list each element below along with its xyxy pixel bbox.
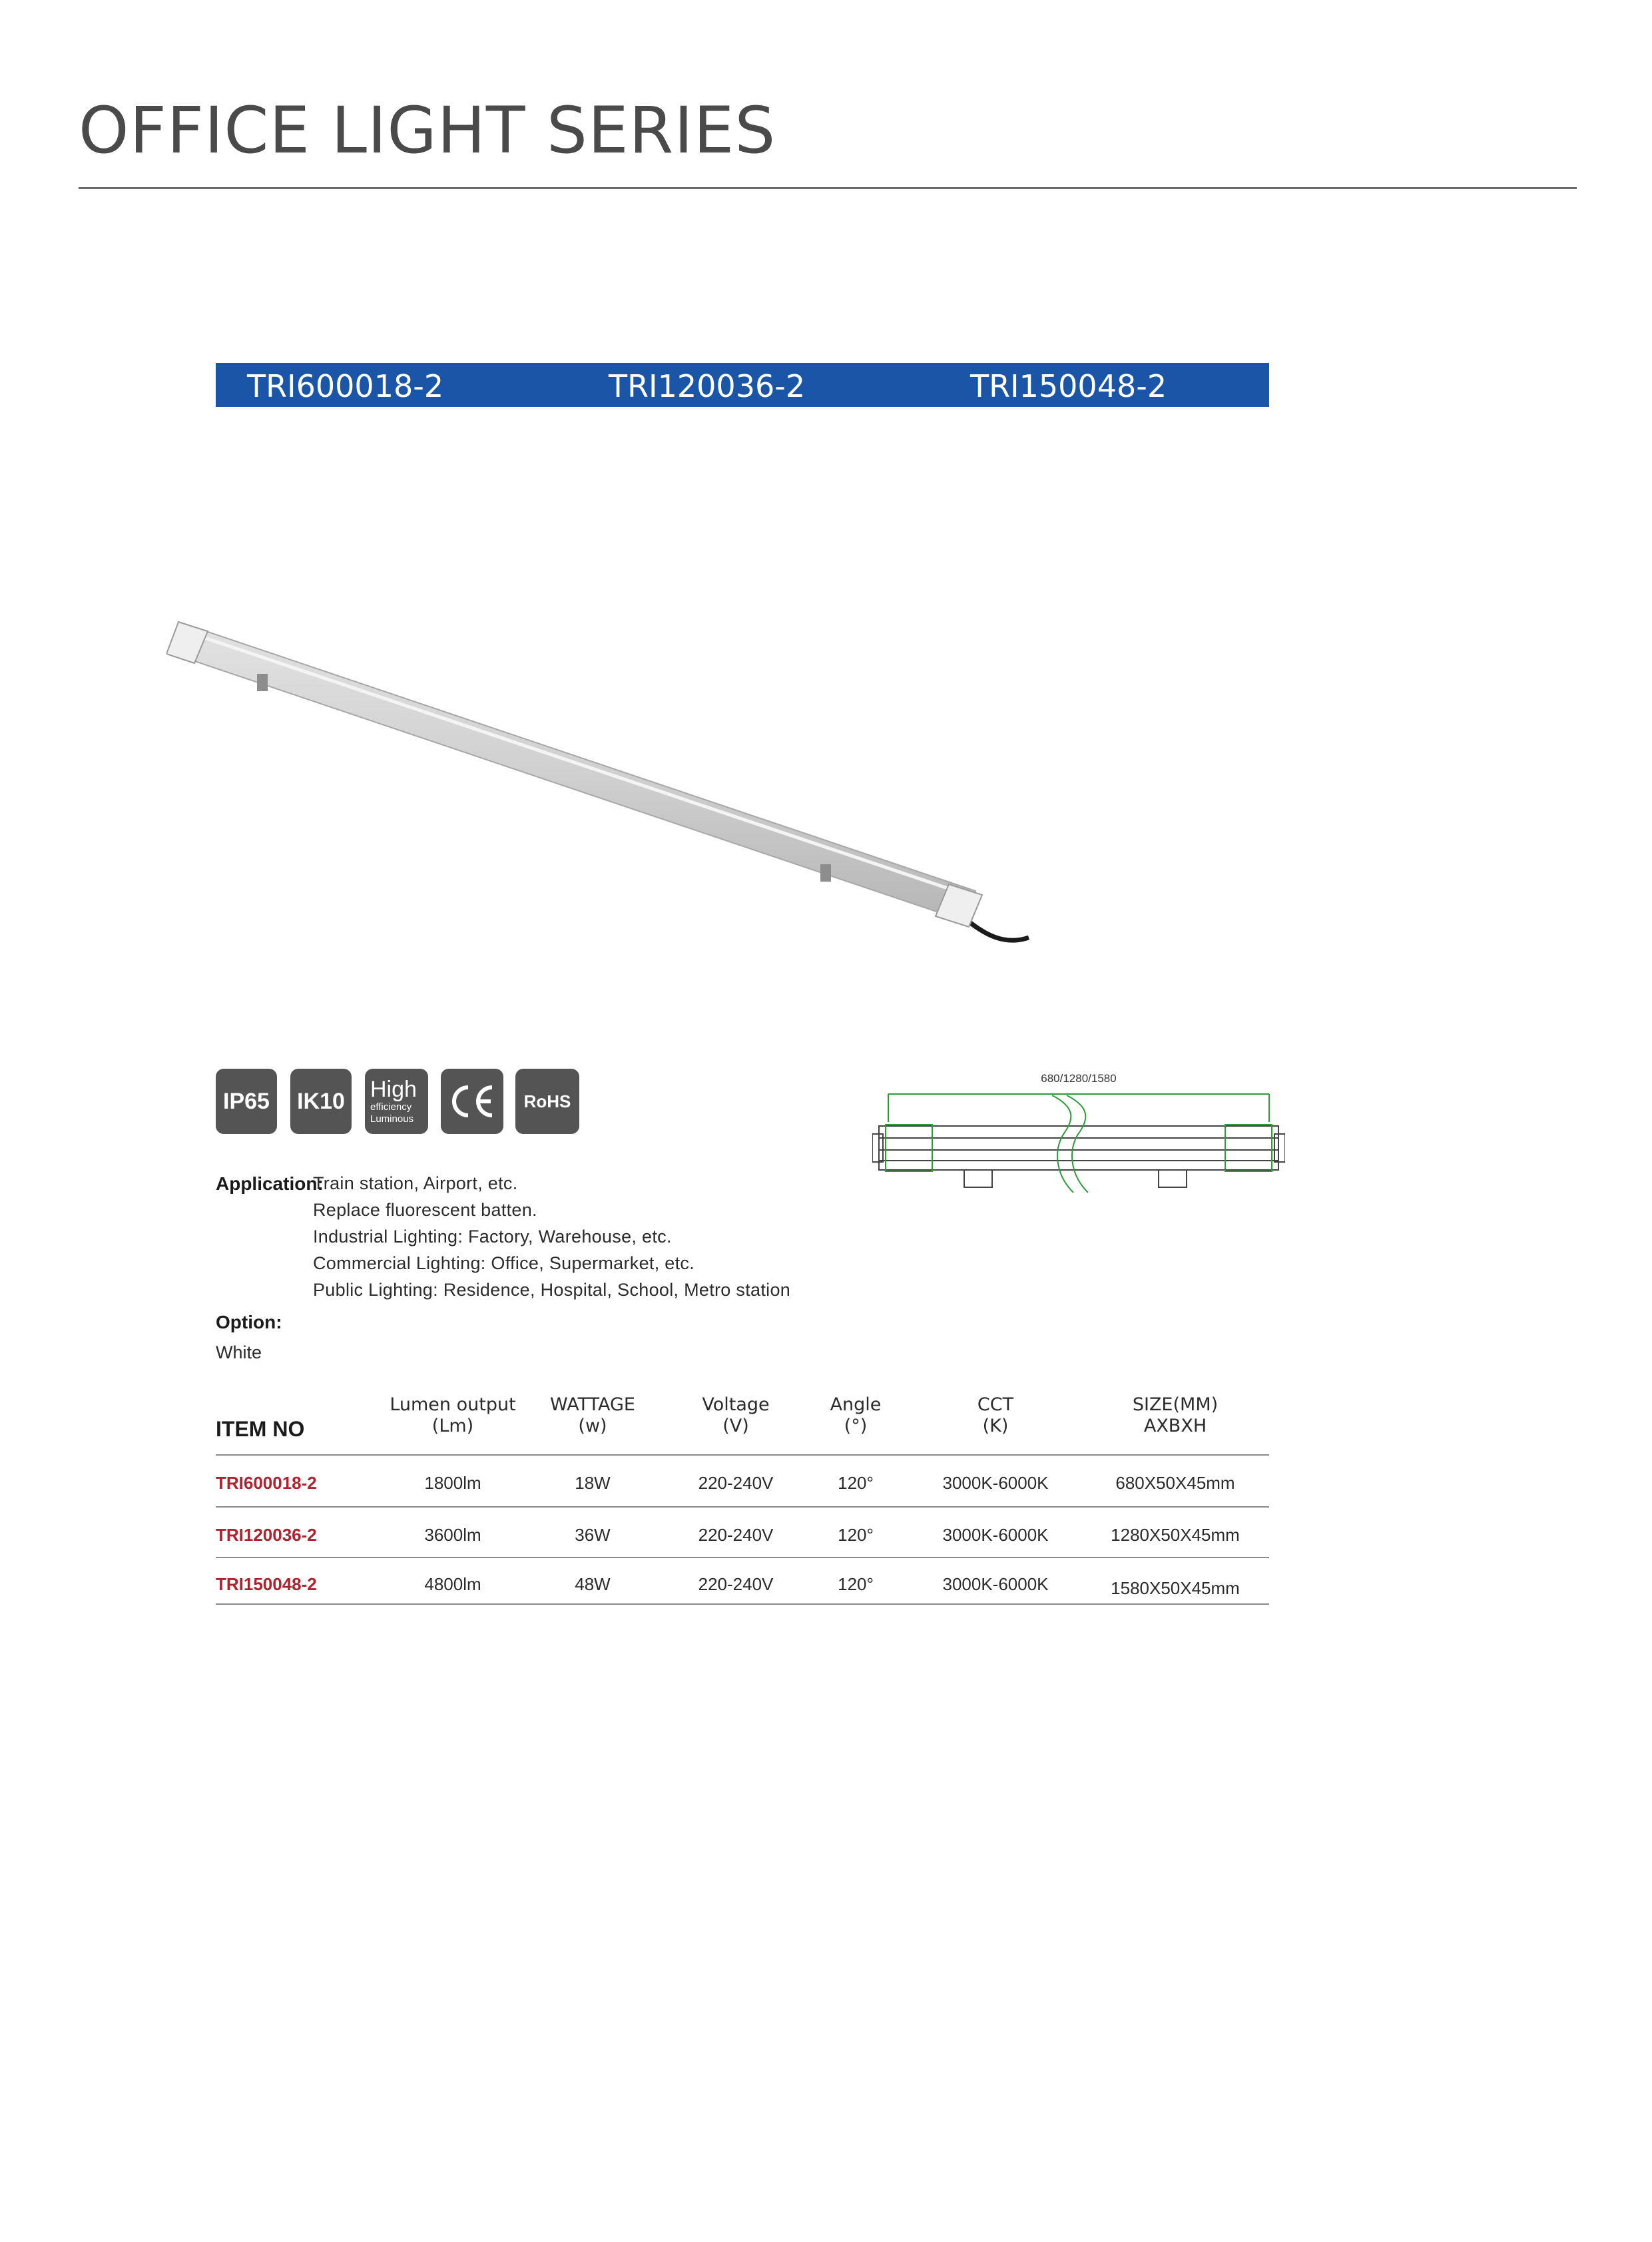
table-header-divider	[216, 1454, 1269, 1456]
table-header-angle-line1: Angle	[830, 1394, 882, 1415]
table-header-cct	[929, 1394, 1062, 1437]
application-line: Replace fluorescent batten.	[313, 1200, 537, 1220]
row-item-no: TRI600018-2	[216, 1473, 317, 1493]
row-cct: 3000K-6000K	[942, 1525, 1049, 1545]
table-header-wattage-line2: (w)	[578, 1416, 607, 1436]
table-header-voltage-line1: Voltage	[702, 1394, 770, 1415]
table-header-cct-line2: (K)	[982, 1416, 1009, 1436]
row-item-no: TRI150048-2	[216, 1574, 317, 1594]
row-voltage: 220-240V	[698, 1574, 774, 1594]
dimension-drawing	[872, 1069, 1285, 1202]
row-angle: 120°	[838, 1473, 874, 1493]
ce-badge	[441, 1069, 503, 1134]
row-voltage: 220-240V	[698, 1473, 774, 1493]
row-size: 1580X50X45mm	[1111, 1578, 1240, 1598]
page-title: OFFICE LIGHT SERIES	[79, 93, 776, 168]
dimension-label: 680/1280/1580	[1041, 1072, 1117, 1085]
table-header-wattage-line1: WATTAGE	[550, 1394, 635, 1415]
high-efficiency-line1: efficiency	[370, 1101, 412, 1113]
application-label: Application:	[216, 1173, 324, 1194]
row-lumen: 4800lm	[424, 1574, 481, 1594]
table-header-angle-line2: (°)	[844, 1416, 868, 1436]
model-label-3: TRI150048-2	[970, 368, 1167, 404]
table-header-lumen-line2: (Lm)	[431, 1416, 474, 1436]
row-angle: 120°	[838, 1574, 874, 1594]
table-header-size	[1102, 1394, 1248, 1437]
table-header-item-no: ITEM NO	[216, 1417, 305, 1441]
table-header-voltage	[669, 1394, 802, 1437]
table-header-voltage-line2: (V)	[722, 1416, 749, 1436]
option-value: White	[216, 1342, 262, 1362]
model-label-2: TRI120036-2	[609, 368, 806, 404]
row-angle: 120°	[838, 1525, 874, 1545]
row-wattage: 36W	[575, 1525, 611, 1545]
application-line: Public Lighting: Residence, Hospital, School, Metro station	[313, 1280, 791, 1300]
table-header-wattage	[526, 1394, 659, 1437]
row-size: 1280X50X45mm	[1111, 1525, 1240, 1545]
ik10-badge-label: IK10	[297, 1088, 345, 1114]
table-header-size-line2: AXBXH	[1143, 1416, 1207, 1436]
row-item-no: TRI120036-2	[216, 1525, 317, 1545]
product-photo	[166, 599, 1065, 972]
row-cct: 3000K-6000K	[942, 1574, 1049, 1594]
model-label-1: TRI600018-2	[247, 368, 444, 404]
ip65-badge-label: IP65	[223, 1088, 270, 1114]
rohs-badge	[515, 1069, 579, 1134]
row-lumen: 1800lm	[424, 1473, 481, 1493]
ce-mark-icon	[448, 1083, 496, 1119]
table-header-lumen	[373, 1394, 533, 1437]
ik10-badge	[290, 1069, 352, 1134]
high-efficiency-badge	[365, 1069, 428, 1134]
table-bottom-divider	[216, 1603, 1269, 1605]
rohs-badge-label: RoHS	[523, 1091, 571, 1111]
table-row-divider	[216, 1506, 1269, 1508]
option-label: Option:	[216, 1312, 282, 1332]
row-size: 680X50X45mm	[1115, 1473, 1235, 1493]
application-line: Train station, Airport, etc.	[313, 1173, 518, 1193]
row-cct: 3000K-6000K	[942, 1473, 1049, 1493]
table-header-size-line1: SIZE(MM)	[1132, 1394, 1219, 1415]
row-lumen: 3600lm	[424, 1525, 481, 1545]
application-line: Industrial Lighting: Factory, Warehouse, etc.	[313, 1227, 672, 1247]
high-efficiency-line2: Luminous	[370, 1113, 414, 1125]
table-header-angle	[789, 1394, 922, 1437]
table-header-lumen-line1: Lumen output	[390, 1394, 516, 1415]
row-wattage: 18W	[575, 1473, 611, 1493]
table-header-cct-line1: CCT	[977, 1394, 1014, 1415]
table-row-divider	[216, 1557, 1269, 1558]
row-voltage: 220-240V	[698, 1525, 774, 1545]
high-efficiency-main: High	[370, 1077, 417, 1102]
title-divider	[79, 187, 1577, 189]
ip65-badge	[216, 1069, 277, 1134]
row-wattage: 48W	[575, 1574, 611, 1594]
model-bar	[216, 363, 1269, 407]
application-line: Commercial Lighting: Office, Supermarket, etc.	[313, 1253, 695, 1273]
